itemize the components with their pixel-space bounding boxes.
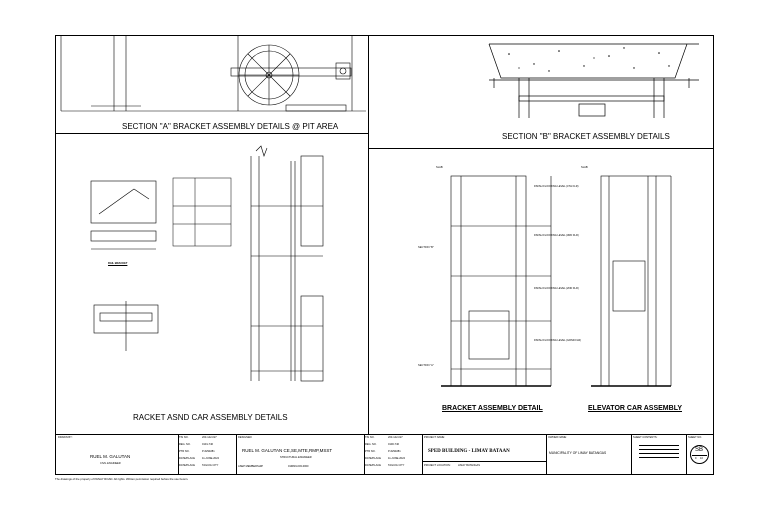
drawn-by-rows: TIN NO. 203-142-027 REG. NO. 0101-746 PTR NO. P-6293281 DATE/PLACE 11-JUNE-2024 DATE/PLACE TAGUIG CITY	[178, 435, 237, 475]
section-a-caption: SECTION "A" BRACKET ASSEMBLY DETAILS @ PIT AREA	[122, 122, 339, 131]
finish-note-2: FINISH FLOORING LEVEL (3RD FLR)	[534, 234, 579, 237]
drawn-by-name: RUEL M. GALUTAN	[90, 454, 131, 459]
sheet-number-cell: SHEET NO. SB 9 10	[686, 435, 714, 475]
owner-cell: OWNER NAME: MUNICIPALITY OF LIMAY BATANGAS	[546, 435, 632, 475]
elevator-car-caption: ELEVATOR CAR ASSEMBLY	[588, 405, 682, 412]
notes-table-drawing	[173, 178, 233, 248]
car-assembly-drawing	[231, 146, 351, 386]
section-b-tag: SECTION "B"	[418, 246, 434, 249]
finish-note-4: FINISH FLOORING LEVEL (GRND FLR)	[534, 339, 582, 342]
sheet-number-circle: SB 9 10	[690, 445, 709, 464]
designer-rows: TIN NO. 203-142-027 REG. NO. 0100-746 PTR NO. P-6293281 DATE/PLACE 11-JUNE-2024 DATE/PLACE TAGUIG CITY	[364, 435, 423, 475]
divider-section-a	[56, 133, 368, 134]
title-block	[56, 435, 714, 475]
finish-note-1: FINISH FLOORING LEVEL (4TH FLR)	[534, 185, 579, 188]
section-b-drawing	[369, 36, 715, 133]
drawn-by-role: CIVIL ENGINEER	[100, 462, 121, 465]
slab-right-label: SLAB	[581, 166, 588, 169]
bracket-assembly-drawing	[441, 171, 571, 396]
sheet-contents-cell: SHEET CONTENTS:	[631, 435, 687, 475]
drawing-sheet	[55, 35, 714, 475]
project-location: LIMAY BATANGAS	[458, 464, 481, 467]
racket-car-caption: RACKET ASND CAR ASSEMBLY DETAILS	[133, 413, 288, 422]
designer-cell: DESIGNED: RUEL M. GALUTAN CE,SE,MTE,RMP,MSST STRUCTURAL ENGINEER ASEP MEMBERSHIP 019819-003-0000	[236, 435, 365, 475]
slab-left-label: SLAB	[436, 166, 443, 169]
footer-note: The drawings of the property of PANAY ROAD. All rights. Written permission required before the use herein.	[55, 477, 189, 481]
designer-name: RUEL M. GALUTAN CE,SE,MTE,RMP,MSST	[242, 448, 333, 453]
rail-bracket-drawing	[89, 179, 159, 269]
section-b-caption: SECTION "B" BRACKET ASSEMBLY DETAILS	[502, 132, 670, 141]
finish-note-3: FINISH FLOORING LEVEL (2ND FLR)	[534, 287, 579, 290]
drawn-by-cell: DRAWN BY: RUEL M. GALUTAN CIVIL ENGINEER	[56, 435, 179, 475]
designer-role: STRUCTURAL ENGINEER	[280, 456, 312, 459]
section-a-tag: SECTION "A"	[418, 364, 434, 367]
project-name: SPED BUILDING - LIMAY BATAAN	[428, 449, 510, 454]
section-a-drawing	[56, 36, 368, 133]
divider-section-b	[368, 148, 714, 149]
owner-name: MUNICIPALITY OF LIMAY BATANGAS	[549, 451, 607, 455]
rail-bracket-caption: RAIL BRACKET	[108, 262, 128, 265]
project-cell: PROJECT NAME: SPED BUILDING - LIMAY BATAAN PROJECT LOCATION: LIMAY BATANGAS	[422, 435, 547, 475]
bracket-detail-caption: BRACKET ASSEMBLY DETAIL	[442, 405, 543, 412]
elevator-car-drawing	[591, 171, 691, 396]
bracket-plan-drawing	[92, 301, 162, 351]
